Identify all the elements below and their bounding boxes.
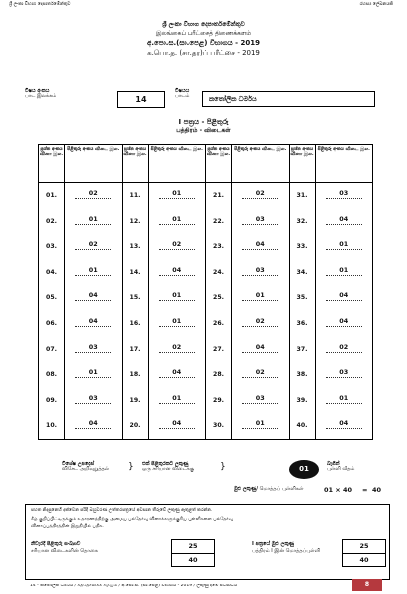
question-number: 28. — [213, 371, 224, 379]
table-header-row — [39, 145, 373, 183]
dotted-line — [326, 249, 362, 250]
correct-count-box — [171, 539, 215, 567]
special-instructions — [62, 460, 392, 500]
answer-cell — [149, 311, 206, 337]
question-number: 07. — [46, 345, 57, 353]
answer-cell — [232, 260, 289, 286]
dotted-line — [159, 275, 195, 276]
question-number: 01. — [46, 192, 57, 199]
answer-value: 01 — [172, 393, 182, 402]
answer-column — [148, 183, 206, 440]
answer-cell — [65, 209, 122, 235]
question-number: 14. — [129, 268, 141, 276]
answer-cell — [65, 337, 122, 363]
question-number: 27. — [213, 345, 224, 353]
paper-total-box — [342, 539, 386, 567]
answer-value: 03 — [88, 342, 98, 351]
dotted-line — [242, 275, 278, 276]
dotted-line — [242, 403, 278, 404]
question-number: 39. — [296, 396, 308, 404]
answer-cell — [149, 413, 206, 439]
question-number: 24. — [213, 268, 224, 276]
table-body-row — [39, 183, 373, 440]
question-number: 34. — [296, 268, 308, 276]
title-line-4: க.பொ.த. (சா.தர)ப் பரீட்சை - 2019 — [147, 48, 260, 57]
answer-value: 01 — [255, 291, 265, 300]
answer-value: 02 — [255, 189, 265, 197]
answer-cell — [65, 311, 122, 337]
answer-value: 03 — [339, 189, 349, 197]
question-number: 35. — [296, 294, 308, 302]
answer-cell — [149, 183, 206, 209]
question-number: 31. — [296, 192, 308, 199]
question-number: 33. — [296, 243, 308, 251]
title-line-1: ශ්‍රී ලංකා විභාග දෙපාර්තමේන්තුව — [162, 21, 245, 28]
dotted-line — [326, 326, 362, 327]
question-number: 38. — [296, 371, 308, 379]
answers-table — [38, 144, 373, 440]
question-number: 32. — [296, 217, 308, 225]
answer-value: 03 — [255, 265, 265, 274]
answer-cell — [149, 388, 206, 414]
answer-value: 02 — [88, 240, 98, 249]
question-column — [122, 183, 148, 440]
answer-column — [65, 183, 123, 440]
answer-value: 01 — [172, 316, 182, 325]
dotted-line — [242, 326, 278, 327]
dotted-line — [159, 224, 195, 225]
answer-value: 01 — [88, 214, 98, 223]
dotted-line — [242, 224, 278, 225]
answer-cell — [316, 234, 373, 260]
dotted-line — [159, 352, 195, 353]
question-number: 36. — [296, 319, 308, 327]
question-number: 15. — [129, 294, 141, 302]
dotted-line — [242, 428, 278, 429]
subject-row — [25, 89, 375, 113]
question-number: 20. — [129, 422, 141, 430]
answer-column — [315, 183, 373, 440]
answer-cell — [65, 413, 122, 439]
paper-line-1: I පත්‍රය - පිළිතුරු — [178, 118, 229, 126]
answer-value: 01 — [88, 368, 98, 377]
answer-value: 04 — [339, 419, 349, 428]
header-left-text: ශ්‍රී ලංකා විභාග දෙපාර්තමේන්තුව — [9, 2, 71, 7]
dotted-line — [326, 198, 362, 199]
dotted-line — [242, 352, 278, 353]
answer-cell — [316, 311, 373, 337]
dotted-line — [242, 377, 278, 378]
dotted-line — [159, 198, 195, 199]
answer-value: 01 — [172, 214, 182, 223]
answer-value: 04 — [88, 419, 98, 428]
correct-count-label: නිවැරදි පිළිතුරු සංඛ්‍යාව சரியான விடைகளின் தொகை — [31, 541, 98, 555]
question-number: 10. — [46, 422, 57, 430]
brace-icon: } — [128, 462, 134, 472]
page-number: 8 — [352, 579, 382, 591]
question-number: 12. — [129, 217, 141, 225]
dotted-line — [242, 249, 278, 250]
answer-cell — [65, 260, 122, 286]
dotted-line — [75, 300, 111, 301]
paper-total-numerator: 25 — [343, 540, 385, 554]
answer-cell — [316, 362, 373, 388]
question-number: 03. — [46, 243, 57, 251]
dotted-line — [75, 198, 111, 199]
correct-count-numerator: 25 — [172, 540, 214, 554]
answer-cell — [232, 183, 289, 209]
instruction-label: විශේෂ උපදෙස් விசேட அறிவுறுத்தல் — [62, 461, 110, 473]
question-number: 37. — [296, 345, 308, 353]
dotted-line — [326, 275, 362, 276]
question-column — [206, 183, 232, 440]
answer-value: 04 — [172, 265, 182, 274]
question-number: 08. — [46, 371, 57, 379]
answer-cell — [149, 285, 206, 311]
answer-column — [232, 183, 290, 440]
dotted-line — [159, 300, 195, 301]
paper-total-denominator: 40 — [359, 556, 369, 564]
answer-cell — [232, 311, 289, 337]
title-line-2: இலங்கைப் பரீட்சைத் திணைக்களம் — [155, 29, 252, 37]
brace-icon: } — [220, 462, 226, 472]
dotted-line — [159, 377, 195, 378]
answer-value: 02 — [172, 240, 182, 249]
answer-cell — [232, 337, 289, 363]
dotted-line — [326, 377, 362, 378]
question-number: 30. — [213, 422, 224, 430]
answer-value: 03 — [339, 368, 349, 377]
dotted-line — [75, 403, 111, 404]
footer-text: 14 - කතෝලික ධර්මය / கத்தோலிக்க சமயம் / අ.පො.ස. (සා.පෙළ) විභාගය - 2019 / ලකුණු දීමේ පටිපාටිය — [30, 584, 238, 588]
dotted-line — [326, 352, 362, 353]
answer-value: 01 — [172, 291, 182, 300]
question-number: 26. — [213, 319, 224, 327]
question-number: 19. — [129, 396, 141, 404]
subject-code-box: 14 — [117, 91, 165, 108]
question-number: 06. — [46, 319, 57, 327]
answer-value: 04 — [339, 214, 349, 223]
answer-cell — [316, 183, 373, 209]
header-question-no: ප්‍රශ්න අංකය வினா இல. — [289, 145, 315, 183]
question-number: 23. — [213, 243, 224, 251]
question-column — [39, 183, 65, 440]
dotted-line — [159, 428, 195, 429]
answer-cell — [316, 388, 373, 414]
answer-value: 04 — [172, 419, 182, 428]
answer-cell — [232, 362, 289, 388]
question-number: 29. — [213, 396, 224, 404]
total-label: මුළු ලකුණු/ மொத்தப் புள்ளிகள் — [234, 486, 304, 492]
subject-name-label: විෂයය பாடம் — [175, 88, 190, 100]
question-number: 17. — [129, 345, 141, 353]
subject-code-label: විෂය අංකය பாட இலக்கம் — [25, 88, 57, 100]
dotted-line — [75, 428, 111, 429]
answer-cell — [232, 209, 289, 235]
question-number: 02. — [46, 217, 57, 225]
dotted-line — [326, 224, 362, 225]
question-number: 11. — [129, 192, 141, 199]
answer-cell — [149, 260, 206, 286]
answer-value: 04 — [88, 291, 98, 300]
header-answer-no: පිළිතුරු අංකය விடை இல. — [65, 145, 123, 183]
dotted-line — [75, 275, 111, 276]
answer-cell — [149, 337, 206, 363]
answer-cell — [232, 388, 289, 414]
answer-cell — [65, 183, 122, 209]
question-number: 18. — [129, 371, 141, 379]
total-formula: 01 × 40 — [324, 486, 353, 494]
answer-value: 01 — [339, 240, 349, 249]
per-answer-label: එක් පිළිතුරකට ලකුණු ஒரு சரியான விடைக்கு — [142, 461, 195, 473]
header-question-no: ප්‍රශ්න අංකය வினா இல. — [206, 145, 232, 183]
subject-name-box: කතෝලික ධර්මය — [202, 91, 375, 107]
answer-value: 01 — [88, 265, 98, 274]
answer-cell — [232, 285, 289, 311]
paper-total-label: I පත්‍රයේ මුළු ලකුණු பத்திரம் I இன் மொத்தப்புள்ளி — [252, 541, 321, 555]
answer-cell — [65, 362, 122, 388]
question-number: 04. — [46, 268, 57, 276]
answer-value: 03 — [255, 393, 265, 402]
answer-cell — [149, 209, 206, 235]
dotted-line — [75, 326, 111, 327]
total-equals: = — [362, 486, 368, 494]
dotted-line — [75, 249, 111, 250]
question-number: 16. — [129, 319, 141, 327]
dotted-line — [159, 326, 195, 327]
mark-unit-label: බැගින් புள்ளி வீதம் — [327, 461, 355, 473]
correct-count-denominator: 40 — [188, 556, 198, 564]
answer-value: 01 — [339, 393, 349, 402]
paper-title — [0, 119, 407, 134]
answer-cell — [65, 388, 122, 414]
header-answer-no: පිළිතුරු අංකය விடை இல. — [148, 145, 206, 183]
answer-cell — [316, 413, 373, 439]
answer-value: 02 — [255, 368, 265, 377]
note-line-1: පහත නිදසුනෙහි දක්වෙන පරිදි බහුවරණ උත්තරපත්‍රයේ අවසාන තීරුවේ ලකුණු ඇතුළත් කරන්න. — [31, 508, 213, 513]
answer-cell — [232, 234, 289, 260]
answer-cell — [316, 209, 373, 235]
question-number: 22. — [213, 217, 224, 225]
note-line-2: கீழ் குறிப்பிட்டிருக்கும் உதாரணத்திற்கு அமைய பல்தேர்வு வினாக்களுக்குரிய புள்ளிகளை பல்தேர்வு — [31, 517, 234, 522]
title-line-3: අ.පො.ස.(සා.පෙළ) විභාගය - 2019 — [147, 39, 260, 48]
dotted-line — [75, 377, 111, 378]
answer-value: 02 — [172, 342, 182, 351]
dotted-line — [75, 224, 111, 225]
header-answer-no: පිළිතුරු අංකය விடை இல. — [232, 145, 290, 183]
answer-value: 04 — [339, 316, 349, 325]
header-right-text: රහස්‍ය ලේඛනයකි — [359, 2, 393, 7]
question-number: 13. — [129, 243, 141, 251]
answer-value: 04 — [172, 368, 182, 377]
answer-value: 03 — [88, 393, 98, 402]
answer-cell — [316, 260, 373, 286]
dotted-line — [326, 300, 362, 301]
dotted-line — [326, 403, 362, 404]
answer-cell — [65, 285, 122, 311]
header-question-no: ප්‍රශ්න අංකය வினா இல. — [122, 145, 148, 183]
answer-cell — [149, 362, 206, 388]
mark-value-badge: 01 — [289, 460, 319, 479]
note-box — [25, 504, 390, 580]
title-block — [0, 22, 407, 58]
dotted-line — [159, 249, 195, 250]
question-number: 21. — [213, 192, 224, 199]
answer-value: 04 — [255, 240, 265, 249]
note-line-3: வினாப்பத்திரத்தின் இறுதியில் பதிக. — [31, 524, 104, 529]
answer-value: 02 — [255, 316, 265, 325]
dotted-line — [242, 300, 278, 301]
answer-value: 04 — [339, 291, 349, 300]
header-question-no: ප්‍රශ්න අංකය வினா இல. — [39, 145, 65, 183]
answer-value: 02 — [88, 189, 98, 197]
answer-cell — [65, 234, 122, 260]
answer-value: 01 — [339, 265, 349, 274]
answer-value: 01 — [172, 189, 182, 197]
question-number: 40. — [296, 422, 308, 430]
answer-value: 03 — [255, 214, 265, 223]
paper-line-2: பத்திரம் - விடைகள் — [176, 126, 231, 134]
question-column — [289, 183, 315, 440]
answer-value: 02 — [339, 342, 349, 351]
answer-cell — [316, 285, 373, 311]
answer-value: 01 — [255, 419, 265, 428]
answer-value: 04 — [88, 316, 98, 325]
total-value: 40 — [372, 486, 382, 494]
dotted-line — [326, 428, 362, 429]
answer-cell — [316, 337, 373, 363]
question-number: 25. — [213, 294, 224, 302]
question-number: 05. — [46, 294, 57, 302]
question-number: 09. — [46, 396, 57, 404]
answer-cell — [149, 234, 206, 260]
dotted-line — [159, 403, 195, 404]
header-answer-no: පිළිතුරු අංකය விடை இல. — [315, 145, 373, 183]
dotted-line — [242, 198, 278, 199]
dotted-line — [75, 352, 111, 353]
answer-cell — [232, 413, 289, 439]
answer-value: 04 — [255, 342, 265, 351]
